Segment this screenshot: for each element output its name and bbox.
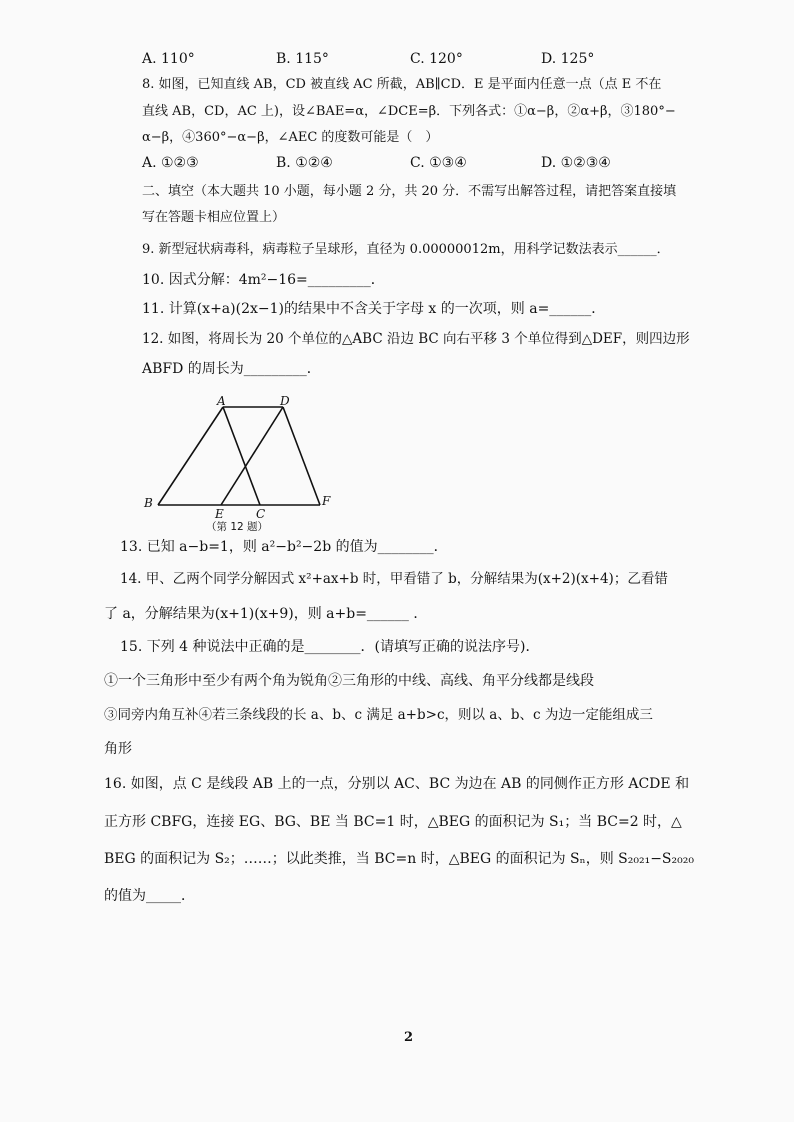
segment-df — [283, 407, 320, 505]
q8-line-3: α−β，④360°−α−β，∠AEC 的度数可能是（ ） — [142, 130, 439, 145]
q15-line-1: 15. 下列 4 种说法中正确的是________．(请填写正确的说法序号)． — [120, 639, 540, 655]
q7-option-d: D. 125° — [541, 51, 595, 67]
section-2-heading-line-1: 二、填空（本大题共 10 小题，每小题 2 分，共 20 分．不需写出解答过程，请把答案直接填 — [142, 184, 677, 199]
q12-line-1: 12. 如图，将周长为 20 个单位的△ABC 沿边 BC 向右平移 3 个单位得到△DEF，则四边形 — [142, 331, 690, 347]
label-c: C — [256, 507, 266, 521]
q10: 10. 因式分解：4m²−16=_________． — [142, 272, 385, 288]
label-f: F — [322, 494, 331, 508]
q8-line-1: 8. 如图，已知直线 AB，CD 被直线 AC 所截，AB∥CD．E 是平面内任意一点（点 E 不在 — [142, 77, 662, 92]
q15-line-4: 角形 — [104, 741, 132, 757]
q16-line-3: BEG 的面积记为 S₂；……；以此类推，当 BC=n 时，△BEG 的面积记为 Sₙ，则 S₂₀₂₁−S₂₀₂₀ — [104, 851, 694, 867]
q7-option-a: A. 110° — [142, 51, 195, 67]
q14-line-2: 了 a，分解结果为(x+1)(x+9)，则 a+b=______ ． — [104, 606, 428, 622]
q12-line-2: ABFD 的周长为_________． — [142, 361, 321, 377]
label-e: E — [215, 507, 224, 521]
segment-de — [221, 407, 283, 505]
q8-option-c: C. ①③④ — [410, 155, 467, 171]
q14-line-1: 14. 甲、乙两个同学分解因式 x²+ax+b 时，甲看错了 b，分解结果为(x+2)(x+4)；乙看错 — [120, 571, 668, 587]
label-a: A — [217, 395, 226, 408]
q16-line-1: 16. 如图，点 C 是线段 AB 上的一点，分别以 AC、BC 为边在 AB 的同侧作正方形 ACDE 和 — [104, 776, 690, 792]
q7-option-b: B. 115° — [276, 51, 329, 67]
figure-12-diagram — [140, 395, 360, 535]
q13: 13. 已知 a−b=1，则 a²−b²−2b 的值为________． — [120, 539, 448, 555]
section-2-heading-line-2: 写在答题卡相应位置上） — [142, 210, 286, 225]
page-number: 2 — [404, 1030, 414, 1045]
q16-line-4: 的值为_____． — [104, 888, 195, 904]
label-d: D — [280, 395, 290, 408]
q11: 11. 计算(x+a)(2x−1)的结果中不含关于字母 x 的一次项，则 a=______． — [142, 301, 606, 317]
label-b: B — [144, 496, 153, 510]
segment-ab — [158, 407, 223, 505]
q7-option-c: C. 120° — [410, 51, 463, 67]
q8-option-b: B. ①②④ — [276, 155, 333, 171]
figure-12-caption: （第 12 题） — [206, 521, 269, 533]
q9: 9. 新型冠状病毒科，病毒粒子呈球形，直径为 0.00000012m，用科学记数法表示______． — [142, 242, 670, 257]
segment-ac — [223, 407, 260, 505]
q15-line-3: ③同旁内角互补④若三条线段的长 a、b、c 满足 a+b>c，则以 a、b、c 为边一定能组成三 — [104, 707, 653, 723]
q15-line-2: ①一个三角形中至少有两个角为锐角②三角形的中线、高线、角平分线都是线段 — [104, 673, 594, 689]
q16-line-2: 正方形 CBFG，连接 EG、BG、BE 当 BC=1 时，△BEG 的面积记为 S₁；当 BC=2 时，△ — [104, 814, 682, 830]
q8-option-a: A. ①②③ — [142, 155, 199, 171]
q8-option-d: D. ①②③④ — [541, 155, 611, 171]
q8-line-2: 直线 AB，CD，AC 上)，设∠BAE=α，∠DCE=β．下列各式：①α−β，②α+β，③180°− — [142, 104, 676, 119]
